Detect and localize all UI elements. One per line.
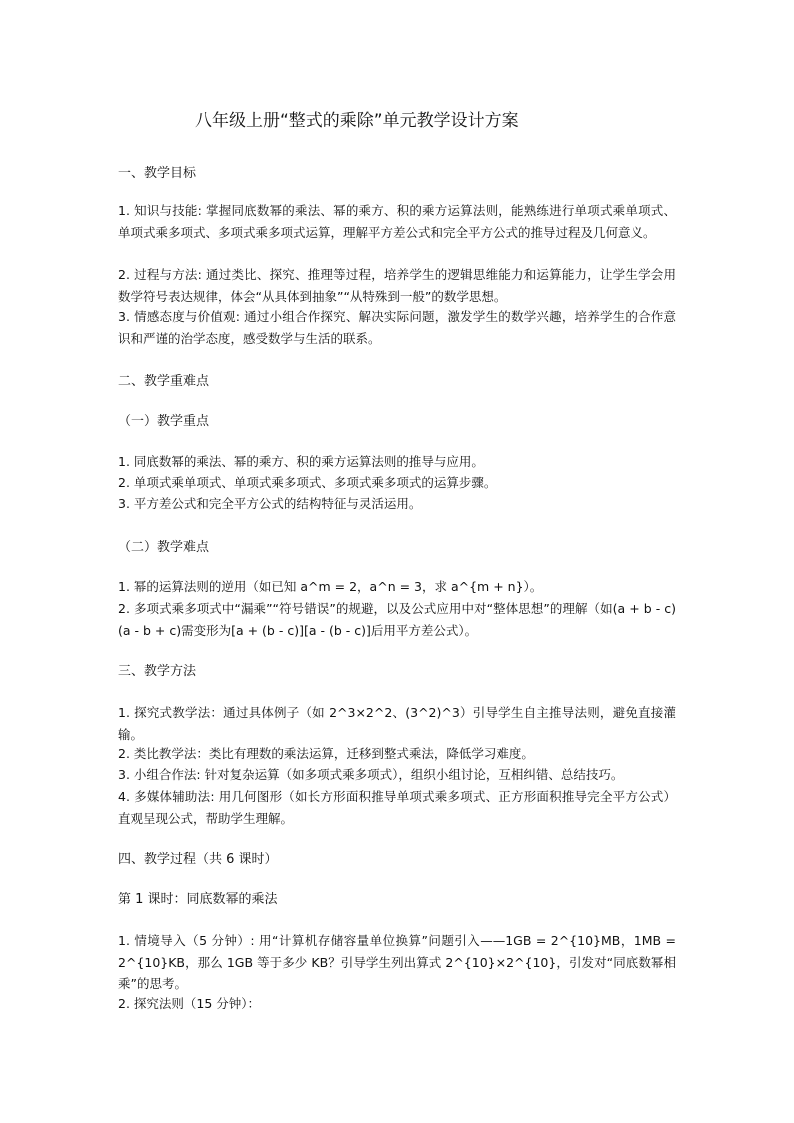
section-heading-process: 四、教学过程（共 6 课时）	[118, 852, 278, 867]
paragraph: 1. 情境导入（5 分钟）: 用“计算机存储容量单位换算”问题引入——1GB = 2^{10}MB，1MB = 2^{10}KB，那么 1GB 等于多少 KB？引导学生列出算式 2^{10}×2^{10}，引发对“同底数幂相乘”的思考。	[118, 933, 676, 991]
paragraph: 4. 多媒体辅助法: 用几何图形（如长方形面积推导单项式乘多项式、正方形面积推导完全平方公式）直观呈现公式，帮助学生理解。	[118, 789, 676, 826]
list-item: 3. 平方差公式和完全平方公式的结构特征与灵活运用。	[118, 496, 422, 511]
list-item: 1. 幂的运算法则的逆用（如已知 a^m = 2，a^n = 3，求 a^{m + n}）。	[118, 579, 543, 594]
section-heading-objectives: 一、教学目标	[118, 166, 197, 181]
section-heading-key-points: 二、教学重难点	[118, 374, 210, 389]
paragraph: 3. 情感态度与价值观: 通过小组合作探究、解决实际问题，激发学生的数学兴趣，培养学生的合作意识和严谨的治学态度，感受数学与生活的联系。	[118, 309, 676, 346]
list-item: 2. 类比教学法：类比有理数的乘法运算，迁移到整式乘法，降低学习难度。	[118, 746, 534, 761]
list-item: 3. 小组合作法: 针对复杂运算（如多项式乘多项式），组织小组讨论，互相纠错、总结技巧。	[118, 767, 624, 782]
paragraph: 2. 多项式乘多项式中“漏乘”“符号错误”的规避，以及公式应用中对“整体思想”的理解（如(a + b - c)(a - b + c)需变形为[a + (b - c)][a - (b - c)]后用平方差公式）。	[118, 601, 676, 638]
paragraph: 2. 过程与方法: 通过类比、探究、推理等过程，培养学生的逻辑思维能力和运算能力，让学生学会用数学符号表达规律，体会“从具体到抽象”“从特殊到一般”的数学思想。	[118, 267, 676, 304]
subheading: （一）教学重点	[118, 414, 210, 429]
list-item: 2. 单项式乘单项式、单项式乘多项式、多项式乘多项式的运算步骤。	[118, 475, 497, 490]
document-title: 八年级上册“整式的乘除”单元教学设计方案	[195, 111, 519, 131]
list-item: 2. 探究法则（15 分钟）：	[118, 996, 261, 1011]
subheading: （二）教学难点	[118, 540, 210, 555]
list-item: 1. 同底数幂的乘法、幂的乘方、积的乘方运算法则的推导与应用。	[118, 454, 484, 469]
section-heading-methods: 三、教学方法	[118, 664, 197, 679]
lesson-heading: 第 1 课时：同底数幂的乘法	[118, 892, 278, 907]
paragraph: 1. 知识与技能: 掌握同底数幂的乘法、幂的乘方、积的乘方运算法则，能熟练进行单项式乘单项式、单项式乘多项式、多项式乘多项式运算，理解平方差公式和完全平方公式的推导过程及几何意义。	[118, 203, 676, 240]
paragraph: 1. 探究式教学法：通过具体例子（如 2^3×2^2、(3^2)^3）引导学生自主推导法则，避免直接灌输。	[118, 705, 676, 742]
